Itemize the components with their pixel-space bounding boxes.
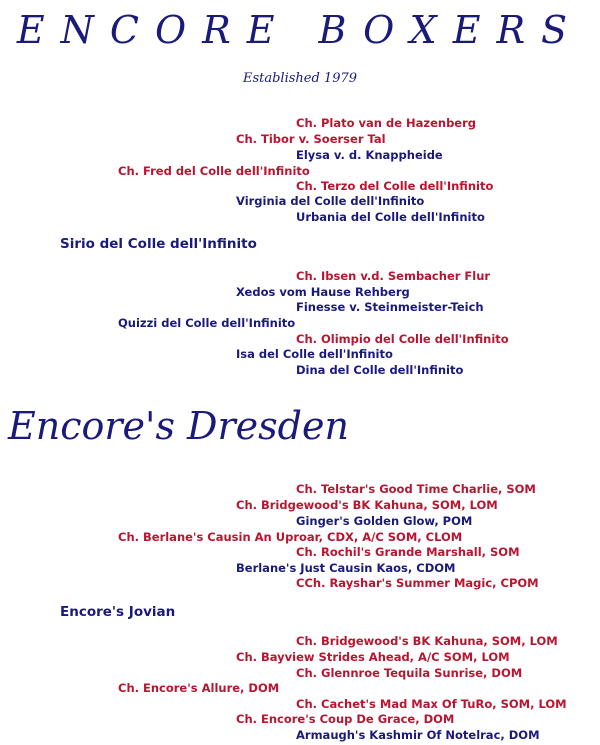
kennel-name: ENCORE BOXERS	[16, 8, 584, 52]
pedigree-entry: Dina del Colle dell'Infinito	[296, 363, 464, 377]
pedigree-entry: Ch. Bayview Strides Ahead, A/C SOM, LOM	[236, 650, 510, 664]
pedigree-entry: Ch. Terzo del Colle dell'Infinito	[296, 179, 494, 193]
pedigree-entry: Isa del Colle dell'Infinito	[236, 347, 393, 361]
pedigree-entry: Quizzi del Colle dell'Infinito	[118, 316, 296, 330]
pedigree-subject: Sirio del Colle dell'Infinito	[60, 236, 257, 252]
pedigree-entry: Ch. Glennroe Tequila Sunrise, DOM	[296, 666, 523, 680]
pedigree-entry: Ch. Telstar's Good Time Charlie, SOM	[296, 482, 536, 496]
pedigree-subject: Encore's Jovian	[60, 604, 176, 620]
pedigree-entry: Ginger's Golden Glow, POM	[296, 514, 473, 528]
pedigree-entry: CCh. Rayshar's Summer Magic, CPOM	[296, 576, 539, 590]
established-date: Established 1979	[242, 71, 358, 86]
pedigree-entry: Ch. Fred del Colle dell'Infinito	[118, 164, 310, 178]
pedigree-entry: Ch. Olimpio del Colle dell'Infinito	[296, 332, 509, 346]
pedigree-entry: Ch. Bridgewood's BK Kahuna, SOM, LOM	[296, 634, 558, 648]
pedigree-entry: Virginia del Colle dell'Infinito	[236, 194, 425, 208]
pedigree-entry: Berlane's Just Causin Kaos, CDOM	[236, 561, 456, 575]
pedigree-entry: Ch. Encore's Coup De Grace, DOM	[236, 712, 455, 726]
pedigree-entry: Ch. Encore's Allure, DOM	[118, 681, 280, 695]
pedigree-entry: Armaugh's Kashmir Of Notelrac, DOM	[296, 728, 540, 742]
pedigree-entry: Ch. Ibsen v.d. Sembacher Flur	[296, 269, 491, 283]
pedigree-entry: Elysa v. d. Knappheide	[296, 148, 443, 162]
pedigree-entry: Ch. Rochil's Grande Marshall, SOM	[296, 545, 520, 559]
pedigree-entry: Ch. Bridgewood's BK Kahuna, SOM, LOM	[236, 498, 498, 512]
pedigree-entry: Xedos vom Hause Rehberg	[236, 285, 410, 299]
pedigree-entry: Ch. Cachet's Mad Max Of TuRo, SOM, LOM	[296, 697, 567, 711]
pedigree-entry: Finesse v. Steinmeister-Teich	[296, 300, 484, 314]
pedigree-entry: Ch. Berlane's Causin An Uproar, CDX, A/C SOM, CLOM	[118, 530, 463, 544]
pedigree-entry: Urbania del Colle dell'Infinito	[296, 210, 485, 224]
dog-name-title: Encore's Dresden	[8, 404, 349, 448]
pedigree-entry: Ch. Plato van de Hazenberg	[296, 116, 477, 130]
pedigree-entry: Ch. Tibor v. Soerser Tal	[236, 132, 386, 146]
